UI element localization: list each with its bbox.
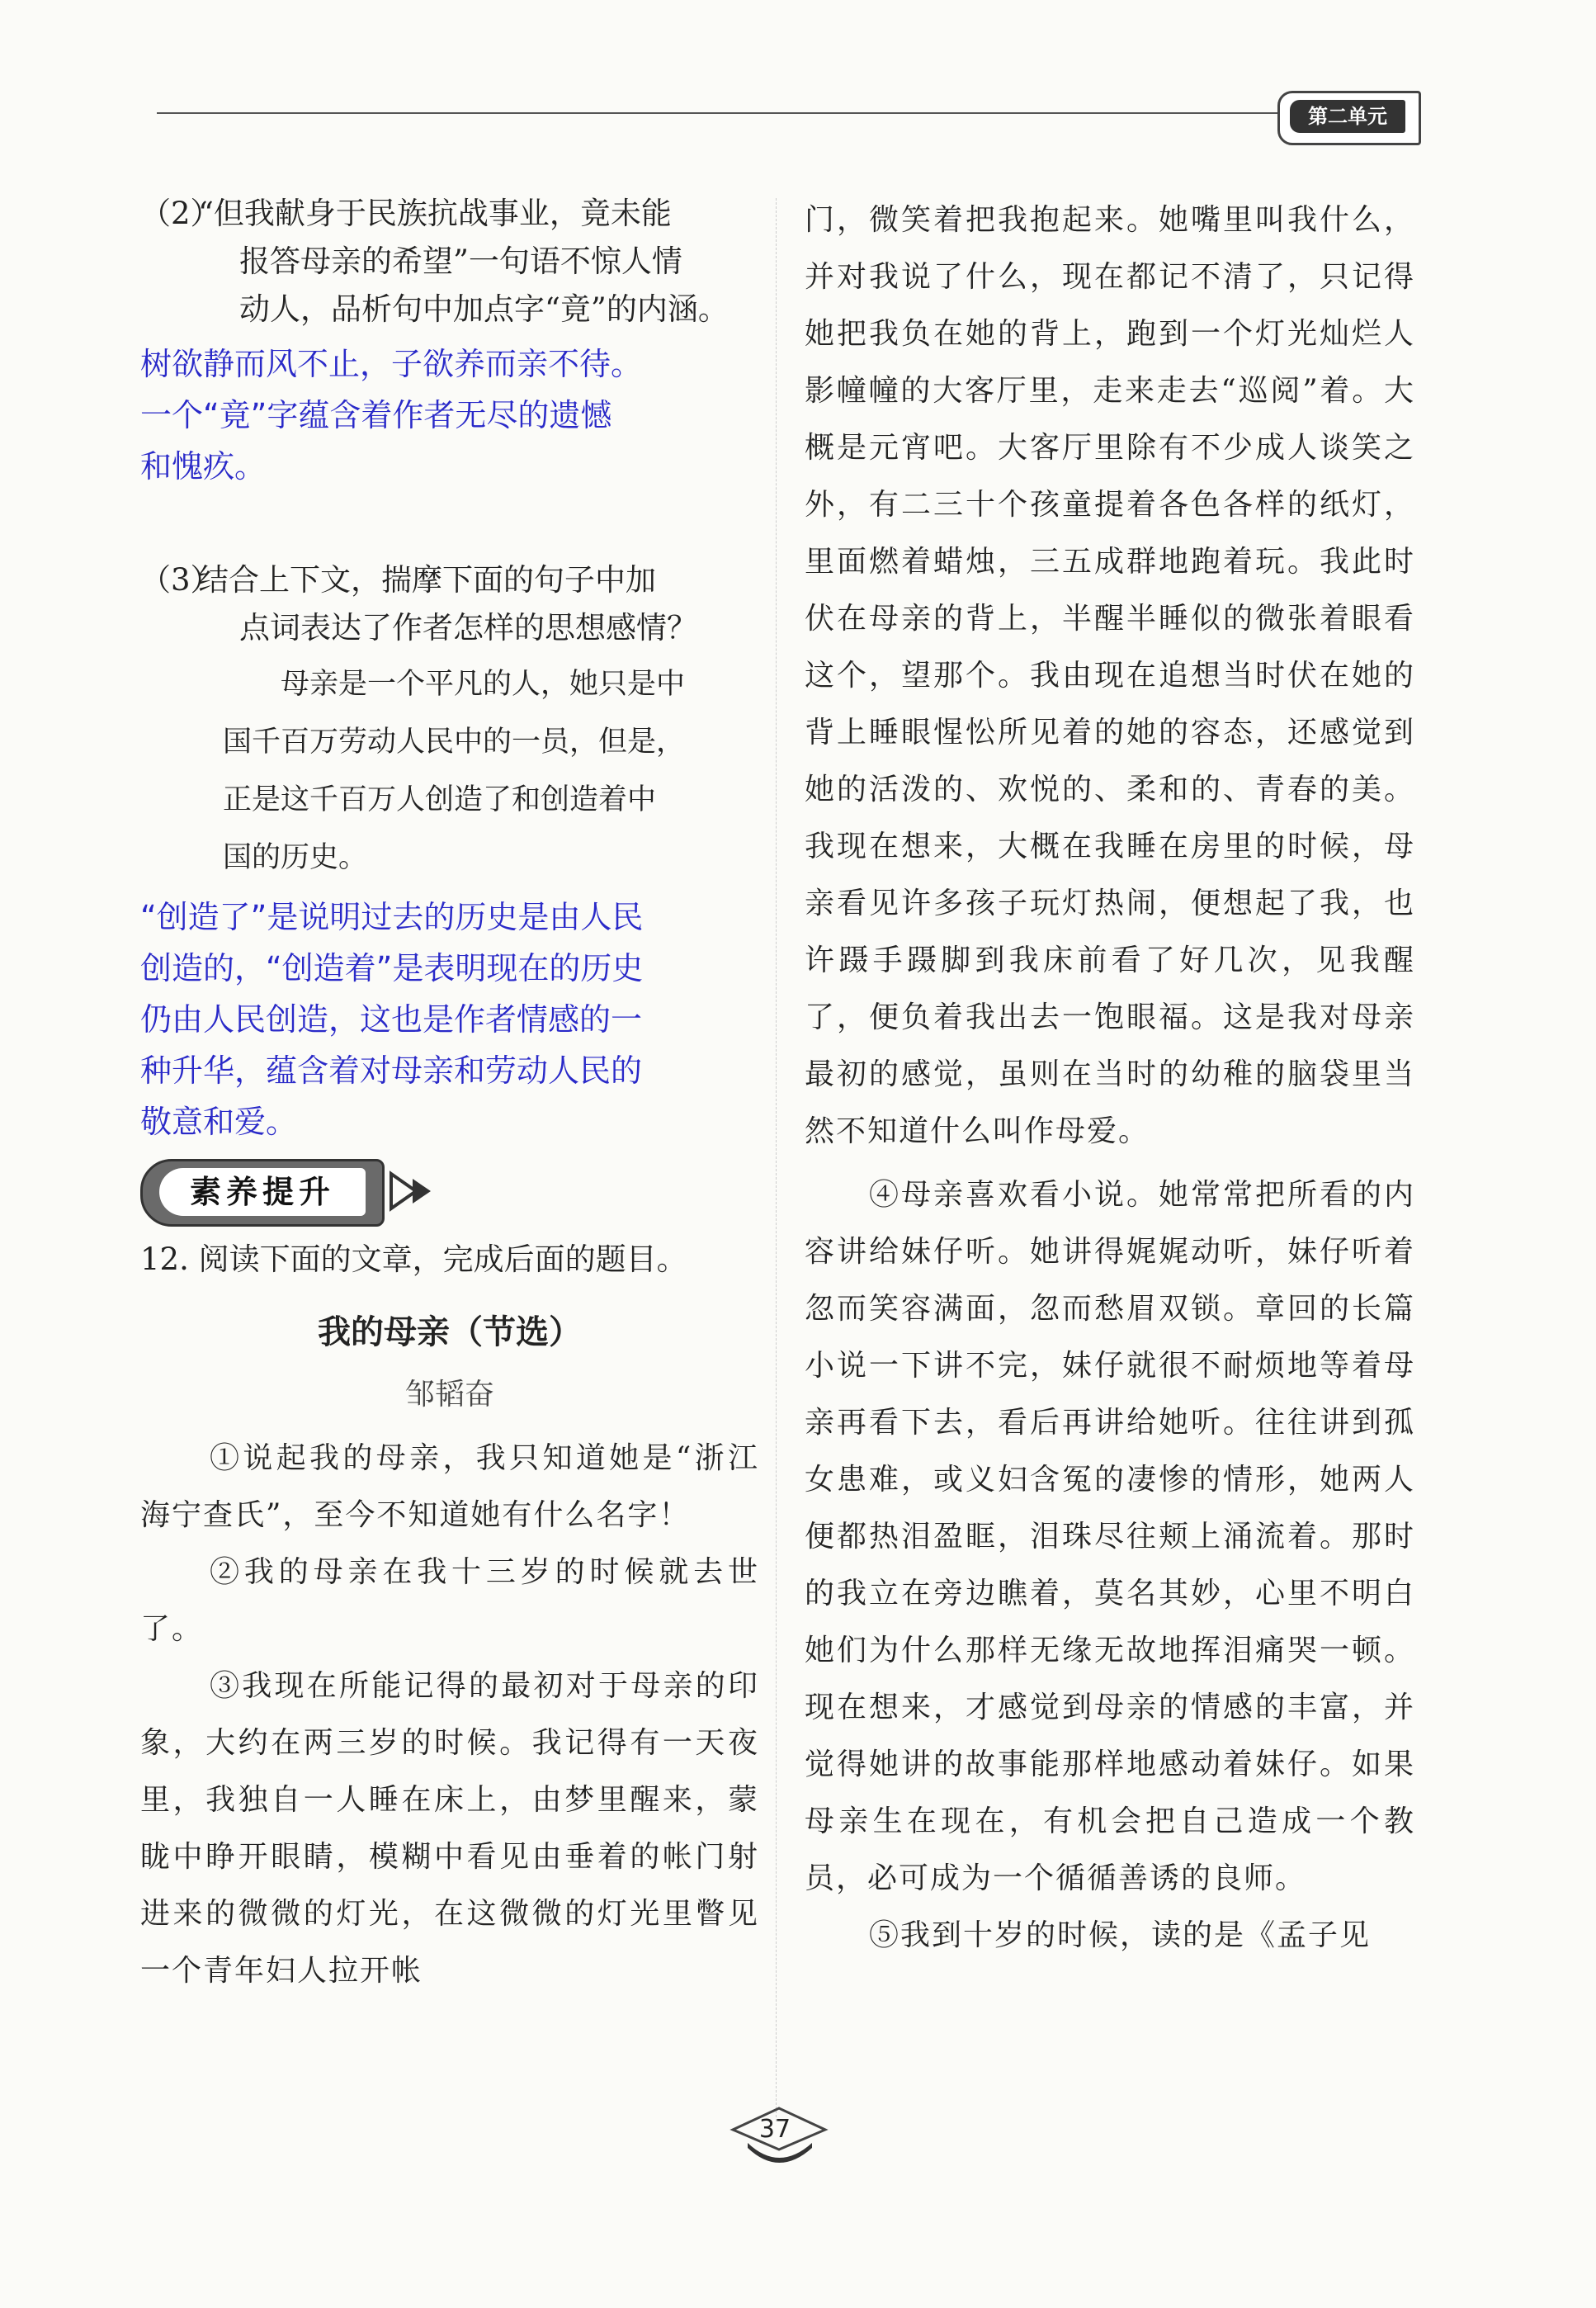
quote-line: 国千百万劳动人民中的一员，但是，	[223, 726, 686, 759]
paragraph: ⑤我到十岁的时候，读的是《孟子见	[869, 1918, 1372, 1952]
left-column	[140, 190, 759, 1999]
section-banner	[140, 1159, 429, 1225]
unit-label: 第二单元	[1290, 100, 1405, 133]
answer-block	[140, 892, 759, 1147]
answer-line: 和愧疚。	[140, 448, 267, 485]
banner-label: 素养提升	[159, 1168, 366, 1216]
paragraph: ①说起我的母亲，我只知道她是“浙江海宁查氏”，至今不知道她有什么名字！	[140, 1441, 759, 1532]
answer-line: 敬意和爱。	[140, 1104, 298, 1140]
quoted-sentence	[140, 655, 759, 887]
quote-line: 国的历史。	[223, 841, 368, 874]
task-instruction: 12. 阅读下面的文章，完成后面的题目。	[140, 1241, 687, 1277]
column-divider	[776, 198, 777, 2121]
question-text: 结合上下文，揣摩下面的句子中加	[198, 562, 656, 598]
header-rule	[157, 112, 1296, 114]
article-body-left	[140, 1430, 759, 1999]
paragraph: 门，微笑着把我抱起来。她嘴里叫我什么，并对我说了什么，现在都记不清了，只记得她把我负在她的背上，跑到一个灯光灿烂人影幢幢的大客厅里，走来走去“巡阅”着。大概是元宵吧。大客厅里除有不少成人谈笑之外，有二三十个孩童提着各色各样的纸灯，里面燃着蜡烛，三五成群地跑着玩。我此时伏在母亲的背上，半醒半睡似的微张着眼看这个，望那个。我由现在追想当时伏在她的背上睡眼惺忪所见着的她的容态，还感觉到她的活泼的、欢悦的、柔和的、青春的美。我现在想来，大概在我睡在房里的时候，母亲看见许多孩子玩灯热闹，便想起了我，也许蹑手蹑脚到我床前看了好几次，见我醒了，便负着我出去一饱眼福。这是我对母亲最初的感觉，虽则在当时的幼稚的脑袋里当然不知道什么叫作母爱。	[805, 203, 1415, 1148]
paragraph: ②我的母亲在我十三岁的时候就去世了。	[140, 1555, 759, 1646]
question-text: 动人，品析句中加点字“竟”的内涵。	[239, 291, 729, 327]
unit-tab	[1277, 91, 1421, 145]
right-column	[805, 192, 1415, 1964]
answer-line: 仍由人民创造，这也是作者情感的一	[140, 1001, 643, 1038]
article-title: 我的母亲（节选）	[318, 1312, 582, 1351]
answer-block	[140, 338, 759, 492]
question-3	[140, 556, 759, 1147]
article-author: 邹韬奋	[404, 1378, 494, 1412]
answer-line: 创造的，“创造着”是表明现在的历史	[140, 950, 644, 986]
question-2	[140, 190, 759, 492]
question-number: （3）	[140, 562, 221, 598]
quote-line: 母亲是一个平凡的人，她只是中	[281, 668, 686, 701]
paragraph: ③我现在所能记得的最初对于母亲的印象，大约在两三岁的时候。我记得有一天夜里，我独自一人睡在床上，由梦里醒来，蒙眬中睁开眼睛，模糊中看见由垂着的帐门射进来的微微的灯光，在这微微的灯光里瞥见一个青年妇人拉开帐	[140, 1669, 759, 1988]
question-number: （2）	[140, 196, 221, 231]
page-number: 37	[758, 2115, 791, 2144]
page-number-badge	[726, 2097, 833, 2171]
answer-line: “创造了”是说明过去的历史是由人民	[140, 899, 644, 935]
answer-line: 树欲静而风不止，子欲养而亲不待。	[140, 346, 643, 382]
paragraph: ④母亲喜欢看小说。她常常把所看的内容讲给妹仔听。她讲得娓娓动听，妹仔听着忽而笑容满面，忽而愁眉双锁。章回的长篇小说一下讲不完，妹仔就很不耐烦地等着母亲再看下去，看后再讲给她听。往往讲到孤女患难，或义妇含冤的凄惨的情形，她两人便都热泪盈眶，泪珠尽往颊上涌流着。那时的我立在旁边瞧着，莫名其妙，心里不明白她们为什么那样无缘无故地挥泪痛哭一顿。现在想来，才感觉到母亲的情感的丰富，并觉得她讲的故事能那样地感动着妹仔。如果母亲生在现在，有机会把自己造成一个教员，必可成为一个循循善诱的良师。	[805, 1178, 1415, 1895]
quote-line: 正是这千百万人创造了和创造着中	[223, 783, 657, 816]
question-text: 报答母亲的希望”一句语不惊人情	[239, 244, 682, 279]
question-text: “但我献身于民族抗战事业，竟未能	[198, 196, 672, 231]
answer-line: 一个“竟”字蕴含着作者无尽的遗憾	[140, 397, 612, 433]
question-text: 点词表达了作者怎样的思想感情？	[239, 610, 697, 646]
play-arrow-icon	[388, 1171, 441, 1212]
answer-line: 种升华，蕴含着对母亲和劳动人民的	[140, 1052, 643, 1089]
